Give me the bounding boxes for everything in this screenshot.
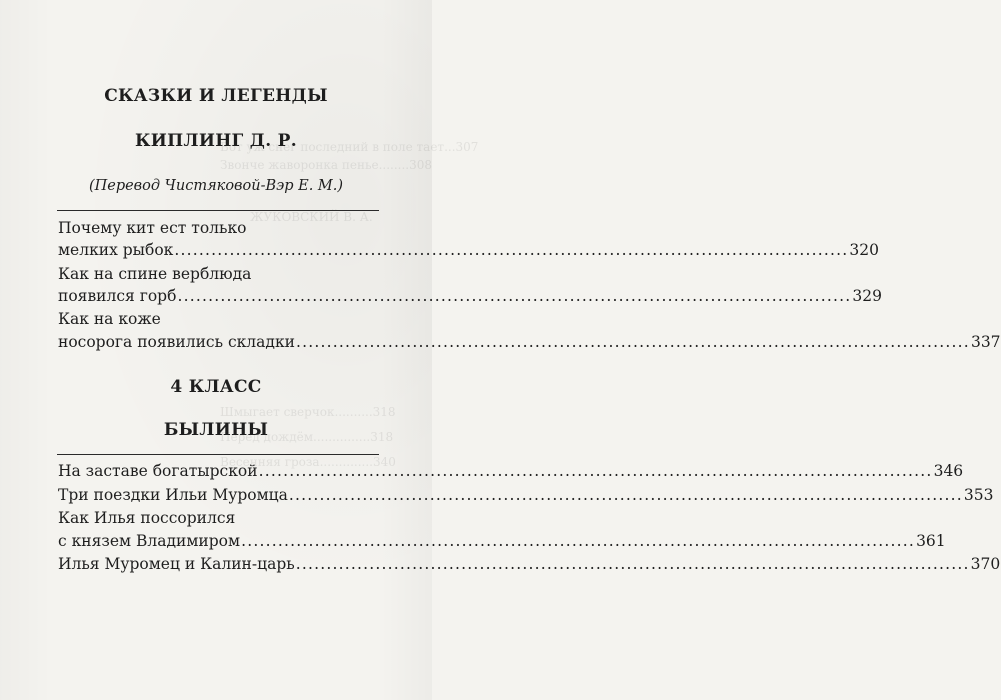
dot-leader xyxy=(174,240,848,260)
show-through-texture: Перед дождём...............318 xyxy=(220,430,394,444)
divider-rule xyxy=(57,210,379,211)
dot-leader xyxy=(289,485,963,505)
toc-entry-title: Илья Муромец и Калин-царь xyxy=(58,555,295,573)
toc-entry xyxy=(58,531,946,551)
show-through-texture: Звонче жаворонка пенье........308 xyxy=(220,158,433,172)
toc-entry-line1: Как на спине верблюда xyxy=(58,265,252,283)
dot-leader xyxy=(241,531,915,551)
show-through-texture: Весенняя гроза..............340 xyxy=(220,455,396,469)
toc-entry-line1: Как Илья поссорился xyxy=(58,509,236,527)
toc-entry xyxy=(58,240,879,260)
toc-entry xyxy=(58,485,994,505)
dot-leader xyxy=(177,286,851,306)
toc-page-number: 361 xyxy=(916,532,946,550)
toc-entry-title: с князем Владимиром xyxy=(58,532,241,550)
toc-entry-title: Три поездки Ильи Муромца xyxy=(58,486,288,504)
toc-entry-line1: Почему кит ест только xyxy=(58,219,247,237)
dot-leader xyxy=(259,461,933,481)
dot-leader xyxy=(296,554,970,574)
translator-note: (Перевод Чистяковой-Вэр Е. М.) xyxy=(88,178,344,194)
toc-page-number: 329 xyxy=(852,287,883,305)
show-through-texture: Вот уж снег последний в поле тает...307 xyxy=(220,140,479,154)
toc-entry xyxy=(58,461,964,481)
toc-entry xyxy=(58,332,1001,352)
toc-entry-line1: Как на коже xyxy=(58,310,161,328)
toc-page-number: 320 xyxy=(849,241,879,259)
section-title-fairy-tales: СКАЗКИ И ЛЕГЕНДЫ xyxy=(104,86,328,106)
toc-entry xyxy=(58,554,1001,574)
dot-leader xyxy=(296,332,970,352)
toc-page-number: 370 xyxy=(970,555,1001,573)
toc-page-number: 353 xyxy=(963,486,994,504)
toc-entry-title: носорога появились складки xyxy=(58,333,295,351)
show-through-texture: Шмыгает сверчок..........318 xyxy=(220,405,396,419)
show-through-texture: ЖУКОВСКИЙ В. А. xyxy=(250,210,373,224)
toc-page-number: 346 xyxy=(933,462,964,480)
toc-entry-title: появился горб xyxy=(58,287,177,305)
toc-entry-title: мелких рыбок xyxy=(58,241,174,259)
toc-page-number: 337 xyxy=(970,333,1001,351)
divider-rule xyxy=(57,454,379,455)
grade-heading: 4 КЛАСС xyxy=(170,377,262,397)
toc-entry xyxy=(58,286,883,306)
toc-entry-title: На заставе богатырской xyxy=(58,462,258,480)
author-heading: КИПЛИНГ Д. Р. xyxy=(135,131,297,151)
section-title-byliny: БЫЛИНЫ xyxy=(163,420,269,440)
